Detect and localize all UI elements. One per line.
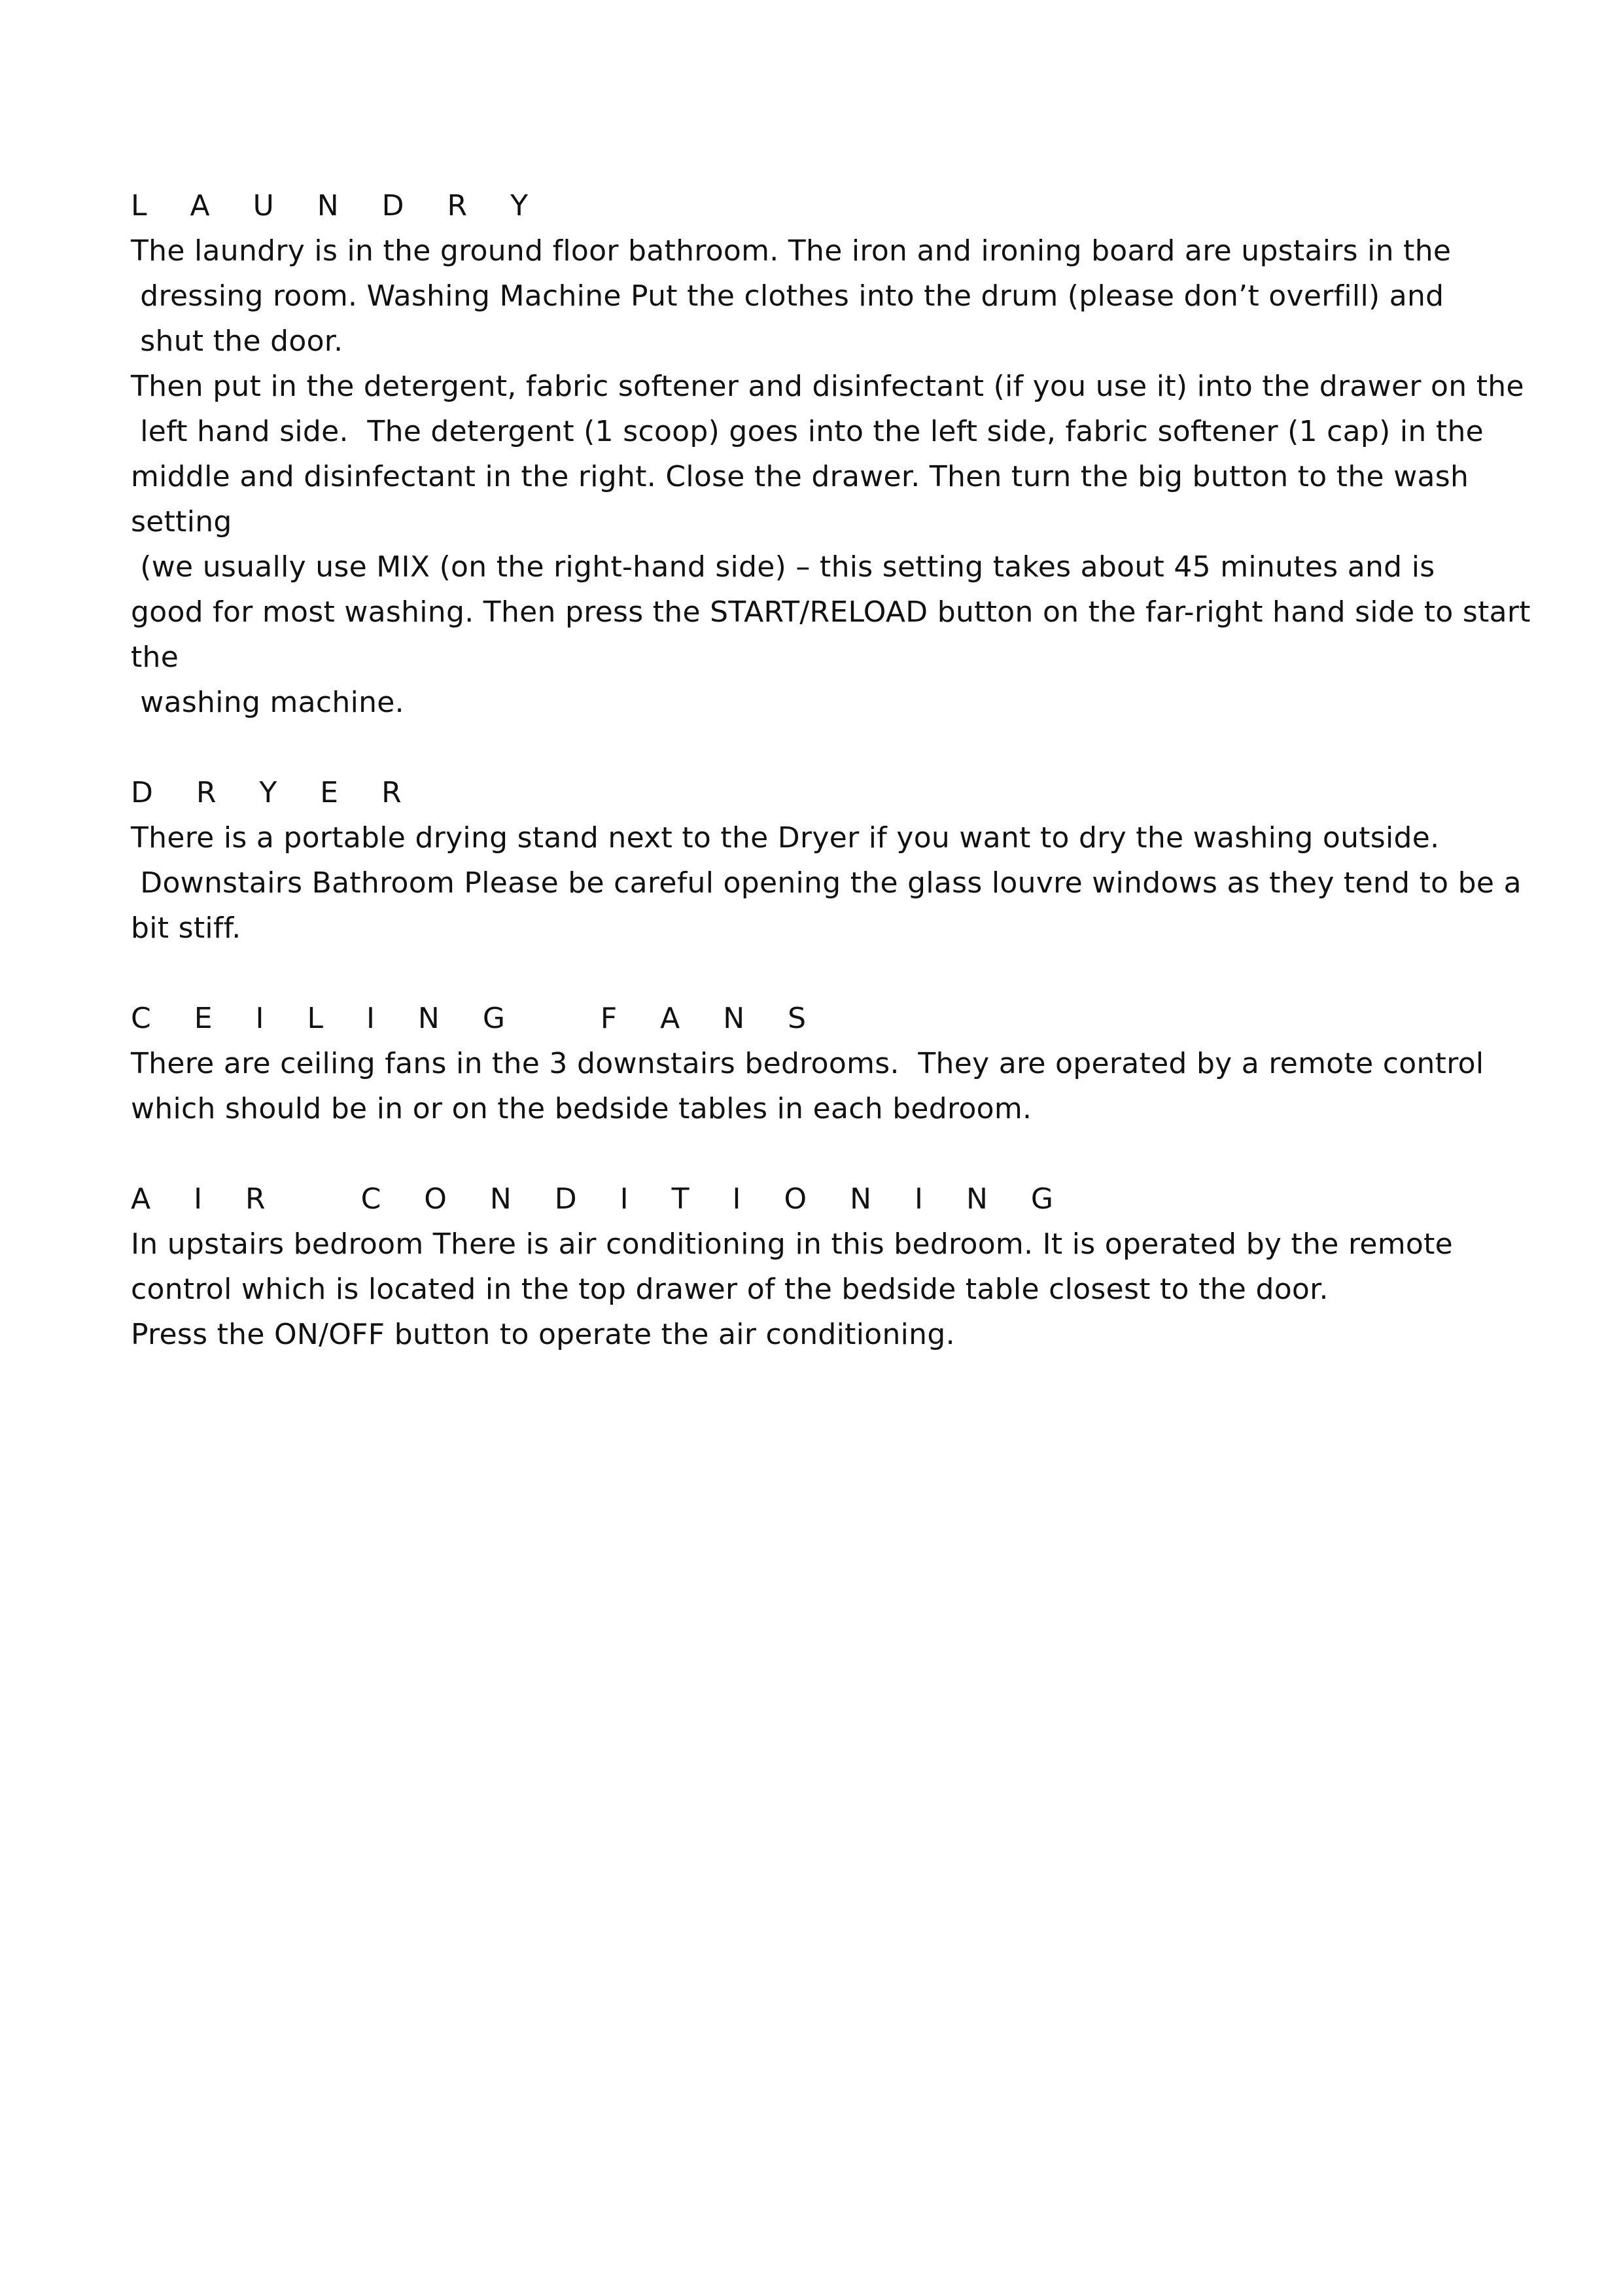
paragraph-line: The laundry is in the ground floor bathroom. The iron and ironing board are upstairs in the: [131, 234, 1452, 268]
paragraph-line: left hand side. The detergent (1 scoop) goes into the left side, fabric softener (1 cap) in the: [131, 415, 1484, 448]
paragraph-line: (we usually use MIX (on the right-hand side) – this setting takes about 45 minutes and is: [131, 550, 1435, 584]
paragraph-line: Then put in the detergent, fabric softener and disinfectant (if you use it) into the drawer on the: [131, 370, 1524, 403]
paragraph-line: Downstairs Bathroom Please be careful opening the glass louvre windows as they tend to be a: [131, 866, 1522, 900]
paragraph-line: control which is located in the top drawer of the bedside table closest to the door.: [131, 1273, 1329, 1306]
paragraph-line: the: [131, 641, 179, 674]
paragraph-line: setting: [131, 505, 232, 539]
section-heading-dryer: D R Y E R: [131, 776, 419, 809]
paragraph-line: bit stiff.: [131, 911, 241, 945]
paragraph-line: There are ceiling fans in the 3 downstairs bedrooms. They are operated by a remote control: [131, 1047, 1484, 1080]
section-dryer: [131, 770, 1623, 951]
section-laundry: [131, 183, 1623, 725]
paragraph-line: which should be in or on the bedside tables in each bedroom.: [131, 1092, 1032, 1125]
paragraph-line: In upstairs bedroom There is air conditioning in this bedroom. It is operated by the remote: [131, 1227, 1454, 1261]
section-heading-ceiling-fans: C E I L I N G F A N S: [131, 1002, 824, 1035]
paragraph-line: middle and disinfectant in the right. Close the drawer. Then turn the big button to the wash: [131, 460, 1469, 493]
section-heading-air-conditioning: A I R C O N D I T I O N I N G: [131, 1182, 1070, 1216]
paragraph-line: washing machine.: [131, 686, 404, 719]
section-heading-laundry: L A U N D R Y: [131, 189, 545, 222]
paragraph-line: good for most washing. Then press the START/RELOAD button on the far-right hand side to start: [131, 595, 1531, 629]
paragraph-line: dressing room. Washing Machine Put the clothes into the drum (please don’t overfill) and: [131, 279, 1444, 313]
section-ceiling-fans: [131, 996, 1623, 1131]
section-air-conditioning: [131, 1176, 1623, 1357]
paragraph-line: There is a portable drying stand next to the Dryer if you want to dry the washing outside.: [131, 821, 1440, 855]
document-content: [131, 183, 1623, 1357]
paragraph-line: Press the ON/OFF button to operate the air conditioning.: [131, 1318, 955, 1351]
paragraph-line: shut the door.: [131, 325, 343, 358]
